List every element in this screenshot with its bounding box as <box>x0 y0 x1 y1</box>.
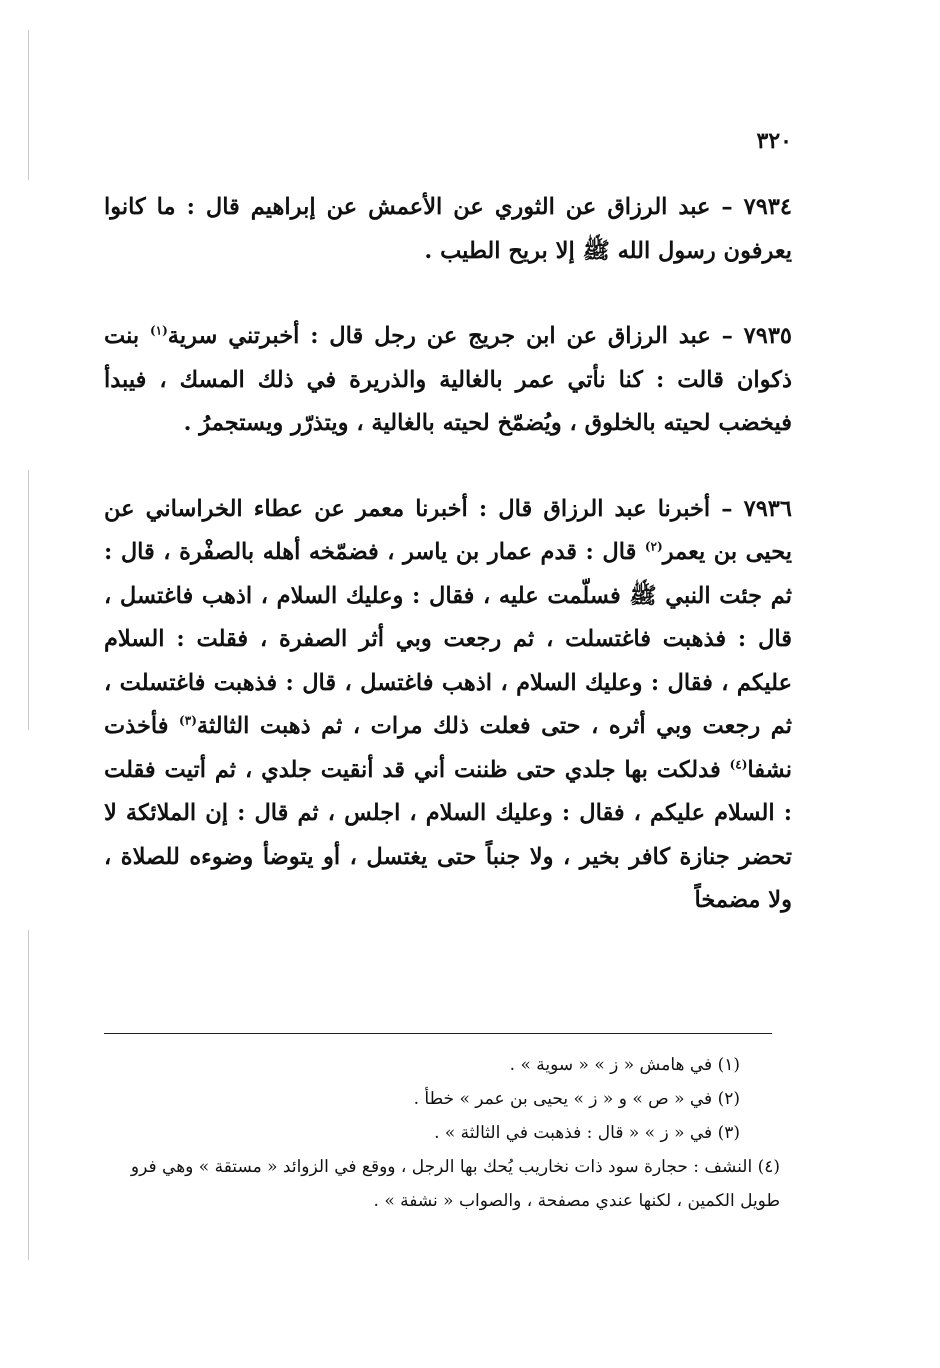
page-number: ٣٢٠ <box>756 128 792 154</box>
footnote-ref[interactable]: (٤) <box>729 757 748 771</box>
footnote-ref[interactable]: (٢) <box>644 539 663 554</box>
hadith-number: ٧٩٣٥ <box>743 323 793 349</box>
hadith-text: – أخبرنا عبد الرزاق قال : أخبرنا معمر عن عطاء الخراساني عن يحيى بن يعمر <box>104 495 792 565</box>
scan-edge-line-top <box>28 30 29 180</box>
footnote-ref[interactable]: (١) <box>149 323 168 338</box>
footnote-divider <box>104 1033 772 1034</box>
footnote-ref[interactable]: (٣) <box>179 713 197 728</box>
scan-edge-line-middle <box>28 470 29 730</box>
hadith-text: فدلكت بها جلدي حتى ظننت أني قد أنقيت جلدي ، ثم أتيت فقلت : السلام عليكم ، فقال : وعليك السلام ، اجلس ، ثم قال : إن الملائكة لا تحضر جنازة كافر بخير ، ولا جنباً حتى يغتسل ، أو يتوضأ وضوءه للصلاة ، ولا مضمخاً <box>104 756 792 913</box>
hadith-text: – عبد الرزاق عن الثوري عن الأعمش عن إبراهيم قال : ما كانوا يعرفون رسول الله ﷺ إلا بريح الطيب . <box>104 194 792 264</box>
footnote-3: (٣) في « ز » « قال : فذهبت في الثالثة » . <box>434 1123 740 1143</box>
footnote-1: (١) في هامش « ز » « سوية » . <box>509 1055 740 1075</box>
hadith-entry-7936 <box>104 488 792 923</box>
hadith-text: بنت ذكوان قالت : كنا نأتي عمر بالغالية والذريرة في ذلك المسك ، فيبدأ فيخضب لحيته بالخلوق ، ويُضمّخ لحيته بالغالية ، ويتذرّر ويستجمرُ . <box>104 323 792 436</box>
hadith-entry-7935 <box>104 315 792 446</box>
scan-edge-line-bottom <box>28 930 29 1260</box>
hadith-number: ٧٩٣٤ <box>743 194 792 220</box>
document-page <box>104 130 792 965</box>
footnotes <box>110 1048 780 1218</box>
hadith-text: قال : قدم عمار بن ياسر ، فضمّخه أهله بالصفْرة ، قال : ثم جئت النبي ﷺ فسلّمت عليه ، فقال : وعليك السلام ، اذهب فاغتسل ، قال : فذهبت فاغتسلت ، ثم رجعت وبي أثر الصفرة ، فقلت : السلام عليكم ، فقال : وعليك السلام ، اذهب فاغتسل ، قال : فذهبت فاغتسلت ، ثم رجعت وبي أثره ، حتى فعلت ذلك مرات ، ثم ذهبت الثالثة <box>104 539 792 739</box>
hadith-entry-7934 <box>104 186 792 273</box>
hadith-text: – عبد الرزاق عن ابن جريج عن رجل قال : أخبرتني سرية <box>167 323 733 349</box>
hadith-number: ٧٩٣٦ <box>743 495 792 522</box>
hadith-text: فأخذت نشفا <box>104 713 792 783</box>
footnote-2: (٢) في « ص » و « ز » يحيى بن عمر » خطأ . <box>413 1089 740 1109</box>
footnote-4: (٤) النشف : حجارة سود ذات نخاريب يُحك بها الرجل ، ووقع في الزوائد « مستقة » وهي فرو طويل الكمين ، لكنها عندي مصفحة ، والصواب « نشفة » . <box>130 1157 780 1211</box>
